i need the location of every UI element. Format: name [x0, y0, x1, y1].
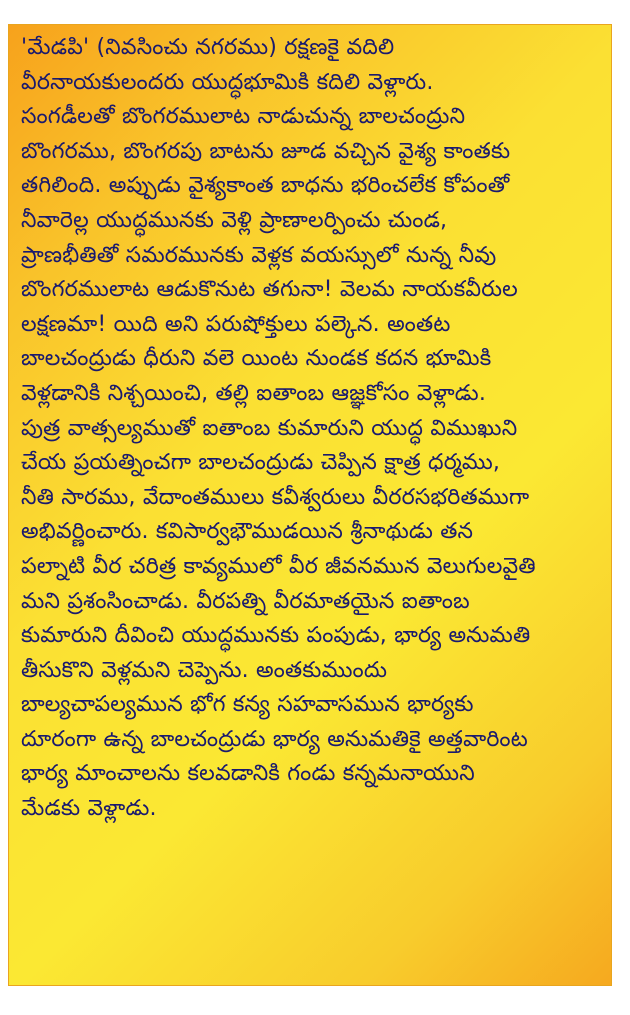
body-text	[21, 31, 605, 827]
text-line: బాలచంద్రుడు ధీరుని వలె యింట నుండక కదన భూమికి	[21, 346, 492, 372]
text-line: నీవారెల్ల యుద్ధమునకు వెళ్లి ప్రాణాలర్పించు చుండ,	[21, 207, 448, 233]
text-line: చేయ ప్రయత్నించగా బాలచంద్రుడు చెప్పిన క్షాత్ర ధర్మము,	[21, 450, 501, 476]
text-panel	[8, 24, 612, 986]
text-line: మని ప్రశంసించాడు. వీరపత్ని వీరమాతయైన ఐతాంబ	[21, 588, 470, 614]
text-line: బొంగరములాట ఆడుకొనుట తగునా! వెలమ నాయకవీరుల	[21, 277, 518, 303]
text-line: తీసుకొని వెళ్లమని చెప్పెను. అంతకుముందు	[21, 657, 388, 683]
text-line: 'మేడపి' (నివసించు నగరము) రక్షణకై వదిలి	[21, 35, 395, 60]
text-line: నీతి సారము, వేదాంతములు కవీశ్వరులు వీరరసభరితముగా	[21, 484, 530, 510]
text-line: కుమారుని దీవించి యుద్ధమునకు పంపుడు, భార్య అనుమతి	[21, 623, 531, 649]
text-line: బొంగరము, బొంగరపు బాటను జూడ వచ్చిన వైశ్య కాంతకు	[21, 138, 511, 164]
text-line: పల్నాటి వీర చరిత్ర కావ్యములో వీర జీవనమున వెలుగులవైతి	[21, 553, 536, 579]
text-line: మేడకు వెళ్లాడు.	[21, 796, 157, 822]
text-line: బాల్యచాపల్యమున భోగ కన్య సహవాసమున భార్యకు	[21, 692, 474, 718]
text-line: పుత్ర వాత్సల్యముతో ఐతాంబ కుమారుని యుద్ధ విముఖుని	[21, 415, 518, 441]
text-line: సంగడీలతో బొంగరములాట నాడుచున్న బాలచంద్రుని	[21, 104, 466, 130]
text-line: దూరంగా ఉన్న బాలచంద్రుడు భార్య అనుమతికై అత్తవారింట	[21, 726, 528, 752]
text-line: అభివర్ణించారు. కవిసార్వభౌముడయిన శ్రీనాథుడు తన	[21, 519, 474, 545]
text-line: భార్య మాంచాలను కలవడానికి గండు కన్నమనాయుని	[21, 761, 475, 787]
text-line: లక్షణమా! యిది అని పరుషోక్తులు పల్కెన. అంతట	[21, 311, 451, 337]
text-line: వీరనాయకులందరు యుద్ధభూమికి కదిలి వెళ్లారు.	[21, 69, 434, 95]
text-line: ప్రాణభీతితో సమరమునకు వెళ్లక వయస్సులో నున్న నీవు	[21, 242, 497, 268]
text-line: తగిలింది. అప్పుడు వైశ్యకాంత బాధను భరించలేక కోపంతో	[21, 173, 510, 199]
text-line: వెళ్లడానికి నిశ్చయించి, తల్లి ఐతాంబ ఆజ్ఞకోసం వెళ్లాడు.	[21, 380, 487, 406]
